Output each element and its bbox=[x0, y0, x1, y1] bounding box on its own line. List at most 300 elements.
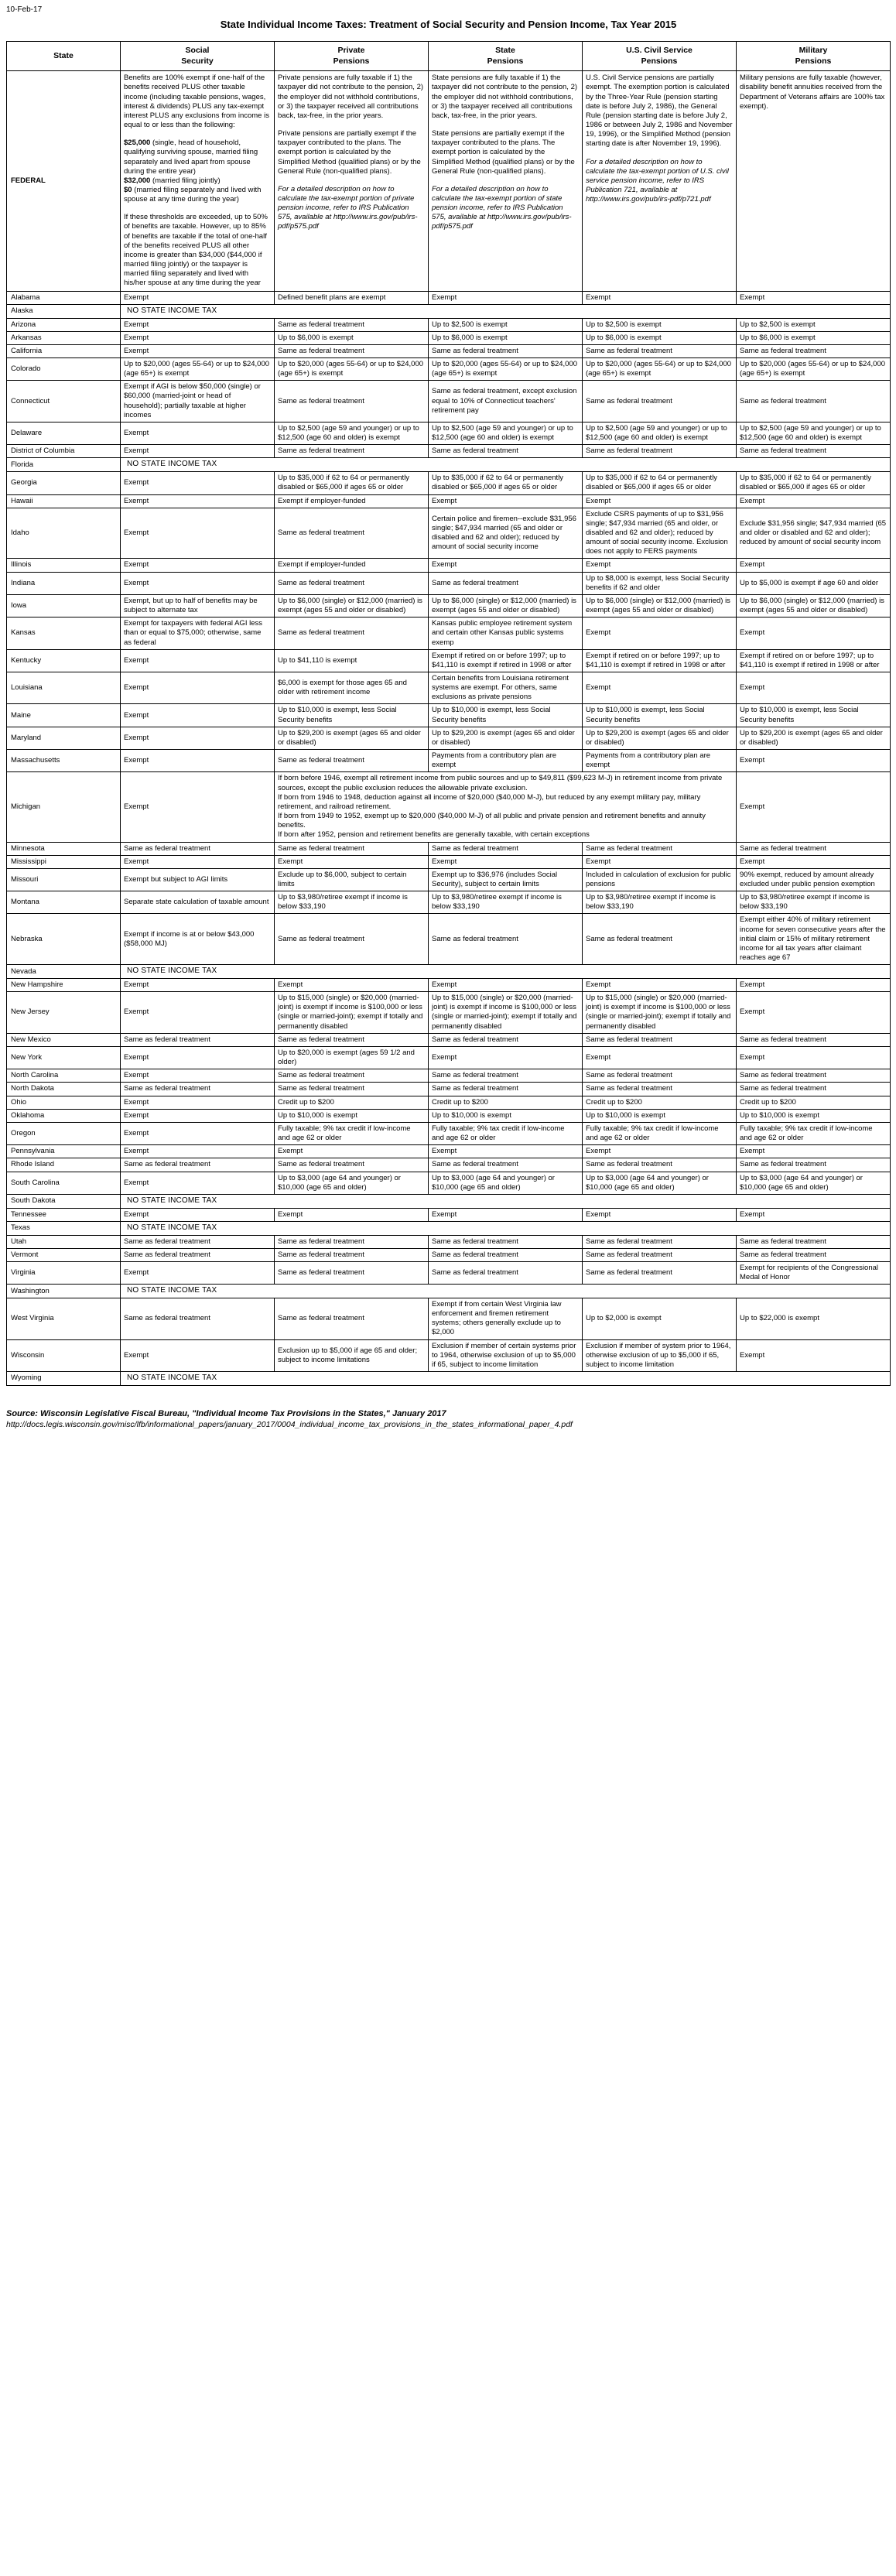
cell: Up to $2,500 is exempt bbox=[429, 318, 583, 331]
cell: Exempt bbox=[121, 422, 275, 444]
table-row-alaska bbox=[7, 304, 891, 318]
cell: Up to $29,200 is exempt (ages 65 and older or disabled) bbox=[275, 727, 429, 749]
cell: Exempt bbox=[121, 472, 275, 494]
cell: Same as federal treatment bbox=[275, 344, 429, 357]
cell: Exempt for taxpayers with federal AGI less than or equal to $75,000; otherwise, same as federal bbox=[121, 617, 275, 649]
table-row-mississippi bbox=[7, 855, 891, 868]
source-citation: Source: Wisconsin Legislative Fiscal Bureau, "Individual Income Tax Provisions in the States," January 2017 bbox=[6, 1408, 446, 1418]
cell: Same as federal treatment bbox=[275, 318, 429, 331]
cell: Same as federal treatment bbox=[583, 381, 737, 422]
cell: Exempt bbox=[737, 494, 891, 508]
paragraph: For a detailed description on how to calculate the tax-exempt portion of private pension income, refer to IRS Publication 575, available at http://www.irs.gov/pub/irs-pdf/p575.pdf bbox=[278, 184, 418, 231]
cell: Same as federal treatment bbox=[583, 1033, 737, 1046]
state-cell: Florida bbox=[7, 458, 121, 472]
state-cell: Rhode Island bbox=[7, 1158, 121, 1172]
cell: Up to $3,000 (age 64 and younger) or $10,000 (age 65 and older) bbox=[737, 1172, 891, 1194]
cell: Up to $6,000 (single) or $12,000 (married) is exempt (ages 55 and older or disabled) bbox=[583, 594, 737, 617]
no-state-income-tax-cell: NO STATE INCOME TAX bbox=[121, 304, 891, 318]
table-row-new-hampshire bbox=[7, 979, 891, 992]
no-state-income-tax-cell: NO STATE INCOME TAX bbox=[121, 1372, 891, 1386]
cell: Same as federal treatment bbox=[121, 1298, 275, 1340]
cell: 90% exempt, reduced by amount already excluded under public pension exemption bbox=[737, 868, 891, 891]
cell: Payments from a contributory plan are exempt bbox=[429, 750, 583, 772]
cell: Exempt if employer-funded bbox=[275, 559, 429, 572]
cell bbox=[275, 71, 429, 291]
cell: Kansas public employee retirement system and certain other Kansas public systems exemp bbox=[429, 617, 583, 649]
table-row-new-jersey bbox=[7, 992, 891, 1034]
cell bbox=[121, 71, 275, 291]
cell: Same as federal treatment bbox=[583, 1235, 737, 1248]
cell: Credit up to $200 bbox=[737, 1096, 891, 1109]
state-cell: District of Columbia bbox=[7, 445, 121, 458]
table-row-kentucky bbox=[7, 649, 891, 672]
cell: Exempt, but up to half of benefits may be subject to alternate tax bbox=[121, 594, 275, 617]
table-row-delaware bbox=[7, 422, 891, 444]
column-header-private-pensions: Private Pensions bbox=[275, 42, 429, 71]
cell: Exempt bbox=[429, 291, 583, 304]
cell: Exempt but subject to AGI limits bbox=[121, 868, 275, 891]
state-cell: New Mexico bbox=[7, 1033, 121, 1046]
cell: Same as federal treatment bbox=[429, 842, 583, 855]
cell: Exempt bbox=[583, 1208, 737, 1221]
table-row-montana bbox=[7, 891, 891, 914]
cell: Up to $2,500 is exempt bbox=[583, 318, 737, 331]
table-row-alabama bbox=[7, 291, 891, 304]
cell: Same as federal treatment bbox=[121, 1158, 275, 1172]
cell: Same as federal treatment bbox=[583, 445, 737, 458]
column-header-u-s-civil-service-pensions: U.S. Civil Service Pensions bbox=[583, 42, 737, 71]
table-row-wyoming bbox=[7, 1372, 891, 1386]
table-row-florida bbox=[7, 458, 891, 472]
cell: Up to $3,980/retiree exempt if income is below $33,190 bbox=[429, 891, 583, 914]
state-cell: Nebraska bbox=[7, 914, 121, 965]
column-header-military-pensions: Military Pensions bbox=[737, 42, 891, 71]
cell: Up to $6,000 (single) or $12,000 (married) is exempt (ages 55 and older or disabled) bbox=[429, 594, 583, 617]
table-row-minnesota bbox=[7, 842, 891, 855]
paragraph: U.S. Civil Service pensions are partially exempt. The exemption portion is calculated by the Three-Year Rule (pension starting date is before July 2, 1986), the General Rule (pension starting date is before July 2, 1986 or between July 2, 1986 and November 19, 1996), or the Simplified Method (pension starting date is after November 19, 1996). bbox=[586, 74, 733, 149]
table-row-west-virginia bbox=[7, 1298, 891, 1340]
cell: Same as federal treatment bbox=[275, 572, 429, 594]
cell: Same as federal treatment bbox=[737, 344, 891, 357]
paragraph: $25,000 (single, head of household, qualifying surviving spouse, married filing separately and lived apart from spouse during the entire year) $32,000 (married filing jointly) $0 (married filing separately and lived with spouse at any time during the year) bbox=[124, 139, 262, 204]
cell: Exempt bbox=[583, 855, 737, 868]
cell: Exempt bbox=[121, 1339, 275, 1371]
table-row-rhode-island bbox=[7, 1158, 891, 1172]
state-cell: Texas bbox=[7, 1221, 121, 1235]
cell: Up to $2,500 (age 59 and younger) or up to $12,500 (age 60 and older) is exempt bbox=[583, 422, 737, 444]
table-row-nebraska bbox=[7, 914, 891, 965]
cell: Fully taxable; 9% tax credit if low-income and age 62 or older bbox=[275, 1122, 429, 1144]
cell: Exempt if from certain West Virginia law enforcement and firemen retirement systems; others generally exclude up to $2,000 bbox=[429, 1298, 583, 1340]
table-row-district-of-columbia bbox=[7, 445, 891, 458]
cell: Same as federal treatment bbox=[429, 1235, 583, 1248]
cell: Exempt if retired on or before 1997; up to $41,110 is exempt if retired in 1998 or after bbox=[429, 649, 583, 672]
table-row-missouri bbox=[7, 868, 891, 891]
cell: Up to $2,500 (age 59 and younger) or up to $12,500 (age 60 and older) is exempt bbox=[429, 422, 583, 444]
cell: Exempt bbox=[275, 979, 429, 992]
cell: Exempt bbox=[737, 750, 891, 772]
cell: Up to $15,000 (single) or $20,000 (married-joint) is exempt if income is $100,000 or less (single or married-joint); exempt if totally and permanently disabled bbox=[275, 992, 429, 1034]
cell: Payments from a contributory plan are exempt bbox=[583, 750, 737, 772]
cell: Exempt bbox=[121, 445, 275, 458]
cell: Exempt bbox=[121, 772, 275, 842]
cell: Same as federal treatment bbox=[583, 1158, 737, 1172]
cell: Exempt bbox=[737, 992, 891, 1034]
cell: Exempt for recipients of the Congressional Medal of Honor bbox=[737, 1261, 891, 1284]
state-cell: Mississippi bbox=[7, 855, 121, 868]
cell: Up to $3,000 (age 64 and younger) or $10,000 (age 65 and older) bbox=[275, 1172, 429, 1194]
state-cell: South Carolina bbox=[7, 1172, 121, 1194]
table-row-tennessee bbox=[7, 1208, 891, 1221]
cell: Up to $10,000 is exempt, less Social Security benefits bbox=[275, 704, 429, 727]
cell: Up to $10,000 is exempt bbox=[429, 1109, 583, 1122]
cell: Exempt bbox=[737, 979, 891, 992]
cell: Exempt bbox=[121, 672, 275, 704]
cell: Up to $10,000 is exempt bbox=[583, 1109, 737, 1122]
table-row-new-mexico bbox=[7, 1033, 891, 1046]
table-row-vermont bbox=[7, 1248, 891, 1261]
cell: Up to $20,000 (ages 55-64) or up to $24,000 (age 65+) is exempt bbox=[121, 357, 275, 380]
table-row-utah bbox=[7, 1235, 891, 1248]
cell: Same as federal treatment bbox=[583, 914, 737, 965]
cell: Exclude $31,956 single; $47,934 married (65 and older or disabled and 62 and older); reduced by amount of social security incom bbox=[737, 508, 891, 559]
cell: Same as federal treatment bbox=[121, 1235, 275, 1248]
cell: Up to $20,000 (ages 55-64) or up to $24,000 (age 65+) is exempt bbox=[583, 357, 737, 380]
cell: Exempt bbox=[429, 1208, 583, 1221]
cell: Exempt bbox=[429, 494, 583, 508]
cell: Up to $20,000 (ages 55-64) or up to $24,000 (age 65+) is exempt bbox=[275, 357, 429, 380]
cell: Exempt bbox=[737, 1145, 891, 1158]
cell: Same as federal treatment bbox=[275, 842, 429, 855]
cell: Same as federal treatment bbox=[275, 1248, 429, 1261]
cell: Same as federal treatment bbox=[275, 1298, 429, 1340]
table-row-iowa bbox=[7, 594, 891, 617]
state-cell: Louisiana bbox=[7, 672, 121, 704]
table-row-indiana bbox=[7, 572, 891, 594]
cell: Up to $22,000 is exempt bbox=[737, 1298, 891, 1340]
cell: Exempt bbox=[737, 559, 891, 572]
cell: Up to $35,000 if 62 to 64 or permanently disabled or $65,000 if ages 65 or older bbox=[583, 472, 737, 494]
cell: Same as federal treatment bbox=[429, 1083, 583, 1096]
cell: Up to $2,000 is exempt bbox=[583, 1298, 737, 1340]
column-header-state-pensions: State Pensions bbox=[429, 42, 583, 71]
state-cell: Wyoming bbox=[7, 1372, 121, 1386]
cell: Exempt bbox=[737, 855, 891, 868]
cell: Same as federal treatment, except exclusion equal to 10% of Connecticut teachers' retirement pay bbox=[429, 381, 583, 422]
cell: Included in calculation of exclusion for public pensions bbox=[583, 868, 737, 891]
state-cell: Colorado bbox=[7, 357, 121, 380]
table-row-south-dakota bbox=[7, 1194, 891, 1208]
table-row-kansas bbox=[7, 617, 891, 649]
state-cell: California bbox=[7, 344, 121, 357]
state-cell: New Jersey bbox=[7, 992, 121, 1034]
no-state-income-tax-cell: NO STATE INCOME TAX bbox=[121, 458, 891, 472]
cell: Exempt bbox=[737, 772, 891, 842]
table-row-connecticut bbox=[7, 381, 891, 422]
cell: Exempt bbox=[583, 979, 737, 992]
table-row-idaho bbox=[7, 508, 891, 559]
cell: Exempt bbox=[121, 1069, 275, 1083]
table-row-pennsylvania bbox=[7, 1145, 891, 1158]
paragraph: For a detailed description on how to calculate the tax-exempt portion of U.S. civil service pension income, refer to IRS Publication 721, available at http://www.irs.gov/pub/irs-pdf/p721.pdf bbox=[586, 157, 729, 204]
cell: Same as federal treatment bbox=[429, 344, 583, 357]
cell: Same as federal treatment bbox=[429, 1069, 583, 1083]
cell: Exempt bbox=[121, 508, 275, 559]
cell: Up to $3,980/retiree exempt if income is below $33,190 bbox=[583, 891, 737, 914]
state-cell: Iowa bbox=[7, 594, 121, 617]
cell: Same as federal treatment bbox=[429, 445, 583, 458]
cell: Same as federal treatment bbox=[583, 1261, 737, 1284]
cell: Exempt bbox=[121, 1122, 275, 1144]
cell: Up to $10,000 is exempt, less Social Security benefits bbox=[583, 704, 737, 727]
cell: Same as federal treatment bbox=[583, 842, 737, 855]
cell: Credit up to $200 bbox=[275, 1096, 429, 1109]
state-cell: Arizona bbox=[7, 318, 121, 331]
cell: Same as federal treatment bbox=[275, 1261, 429, 1284]
cell: Up to $41,110 is exempt bbox=[275, 649, 429, 672]
cell: Exempt bbox=[121, 344, 275, 357]
cell: Exclusion if member of certain systems prior to 1964, otherwise exclusion of up to $5,000 if 65, subject to income limitation bbox=[429, 1339, 583, 1371]
state-cell: Kentucky bbox=[7, 649, 121, 672]
cell: Defined benefit plans are exempt bbox=[275, 291, 429, 304]
cell: Same as federal treatment bbox=[275, 1083, 429, 1096]
cell: Exempt bbox=[583, 617, 737, 649]
state-cell: Indiana bbox=[7, 572, 121, 594]
table-row-north-dakota bbox=[7, 1083, 891, 1096]
cell: Up to $6,000 is exempt bbox=[429, 331, 583, 344]
table-row-south-carolina bbox=[7, 1172, 891, 1194]
state-cell: Illinois bbox=[7, 559, 121, 572]
table-row-ohio bbox=[7, 1096, 891, 1109]
cell: Same as federal treatment bbox=[429, 1248, 583, 1261]
cell: Exempt bbox=[275, 1208, 429, 1221]
cell: Same as federal treatment bbox=[275, 508, 429, 559]
cell: Same as federal treatment bbox=[275, 1033, 429, 1046]
column-header-social-security: Social Security bbox=[121, 42, 275, 71]
cell: Credit up to $200 bbox=[583, 1096, 737, 1109]
cell: Same as federal treatment bbox=[429, 914, 583, 965]
cell: Up to $8,000 is exempt, less Social Security benefits if 62 and older bbox=[583, 572, 737, 594]
state-cell: North Dakota bbox=[7, 1083, 121, 1096]
cell: Up to $29,200 is exempt (ages 65 and older or disabled) bbox=[429, 727, 583, 749]
state-cell: Washington bbox=[7, 1285, 121, 1298]
cell: Same as federal treatment bbox=[275, 381, 429, 422]
state-cell: Michigan bbox=[7, 772, 121, 842]
cell: Up to $5,000 is exempt if age 60 and older bbox=[737, 572, 891, 594]
state-cell: Oregon bbox=[7, 1122, 121, 1144]
cell: Same as federal treatment bbox=[737, 381, 891, 422]
cell: Same as federal treatment bbox=[275, 1069, 429, 1083]
cell: Up to $6,000 (single) or $12,000 (married) is exempt (ages 55 and older or disabled) bbox=[737, 594, 891, 617]
cell: Up to $10,000 is exempt, less Social Security benefits bbox=[429, 704, 583, 727]
cell: Up to $10,000 is exempt, less Social Security benefits bbox=[737, 704, 891, 727]
cell: Exempt bbox=[121, 979, 275, 992]
cell: Up to $29,200 is exempt (ages 65 and older or disabled) bbox=[737, 727, 891, 749]
state-cell: Vermont bbox=[7, 1248, 121, 1261]
state-cell: Minnesota bbox=[7, 842, 121, 855]
cell: Exempt bbox=[429, 1046, 583, 1069]
cell: Up to $3,000 (age 64 and younger) or $10,000 (age 65 and older) bbox=[429, 1172, 583, 1194]
cell: Up to $10,000 is exempt bbox=[275, 1109, 429, 1122]
state-cell: Ohio bbox=[7, 1096, 121, 1109]
table-row-hawaii bbox=[7, 494, 891, 508]
cell: Same as federal treatment bbox=[737, 1083, 891, 1096]
no-state-income-tax-cell: NO STATE INCOME TAX bbox=[121, 1221, 891, 1235]
tax-treatment-table bbox=[6, 41, 891, 1386]
cell: Exempt bbox=[121, 855, 275, 868]
cell: Exclusion up to $5,000 if age 65 and older; subject to income limitations bbox=[275, 1339, 429, 1371]
cell: Same as federal treatment bbox=[275, 617, 429, 649]
cell: Same as federal treatment bbox=[737, 1248, 891, 1261]
paragraph: State pensions are partially exempt if the taxpayer contributed to the plans. The exempt portion is calculated by the Simplified Method (qualified plans) or by the General Rule (non-qualified plans). bbox=[432, 129, 575, 176]
table-body bbox=[7, 71, 891, 1386]
cell: Exempt bbox=[121, 572, 275, 594]
cell: Up to $20,000 (ages 55-64) or up to $24,000 (age 65+) is exempt bbox=[429, 357, 583, 380]
cell: Same as federal treatment bbox=[275, 445, 429, 458]
cell: Exempt bbox=[121, 1208, 275, 1221]
cell: Exempt either 40% of military retirement income for seven consecutive years after the initial claim or 15% of military retirement income for all tax years after claimant reaches age 67 bbox=[737, 914, 891, 965]
cell: Same as federal treatment bbox=[583, 344, 737, 357]
state-cell: Nevada bbox=[7, 965, 121, 979]
cell: Up to $6,000 is exempt bbox=[583, 331, 737, 344]
paragraph: Private pensions are partially exempt if the taxpayer contributed to the plans. The exempt portion is calculated by the Simplified Method (qualified plans) or by the General Rule (non-qualified plans). bbox=[278, 129, 421, 176]
cell: Exempt bbox=[737, 291, 891, 304]
state-cell: Kansas bbox=[7, 617, 121, 649]
cell: Exempt bbox=[121, 291, 275, 304]
cell: Same as federal treatment bbox=[737, 1235, 891, 1248]
cell: Exempt if employer-funded bbox=[275, 494, 429, 508]
cell: Up to $35,000 if 62 to 64 or permanently disabled or $65,000 if ages 65 or older bbox=[275, 472, 429, 494]
cell: Up to $3,980/retiree exempt if income is below $33,190 bbox=[275, 891, 429, 914]
cell: Exempt bbox=[429, 855, 583, 868]
paragraph: If these thresholds are exceeded, up to 50% of benefits are taxable. However, up to 85% of benefits are taxable if the total of one-half of the benefits received PLUS all other income is greater than $34,000 ($44,000 if married filing jointly) or the taxpayer is married filing separately and lived with his/her spouse at any time during the year bbox=[124, 213, 268, 288]
state-cell: FEDERAL bbox=[7, 71, 121, 291]
table-row-washington bbox=[7, 1285, 891, 1298]
state-cell: Idaho bbox=[7, 508, 121, 559]
cell: Exempt bbox=[737, 1046, 891, 1069]
cell: Same as federal treatment bbox=[583, 1248, 737, 1261]
cell: Same as federal treatment bbox=[429, 1261, 583, 1284]
cell: Up to $3,980/retiree exempt if income is below $33,190 bbox=[737, 891, 891, 914]
cell: Exempt bbox=[121, 1096, 275, 1109]
cell: Fully taxable; 9% tax credit if low-income and age 62 or older bbox=[429, 1122, 583, 1144]
cell: Exempt bbox=[121, 992, 275, 1034]
source-url: http://docs.legis.wisconsin.gov/misc/lfb/informational_papers/january_2017/0004_individual_income_tax_provisions_in_the_states_informational_paper_4.pdf bbox=[6, 1419, 573, 1429]
cell: Exempt bbox=[121, 559, 275, 572]
cell: Exempt bbox=[429, 979, 583, 992]
cell: Exempt if retired on or before 1997; up to $41,110 is exempt if retired in 1998 or after bbox=[583, 649, 737, 672]
cell: Same as federal treatment bbox=[121, 1248, 275, 1261]
table-row-north-carolina bbox=[7, 1069, 891, 1083]
table-row-maryland bbox=[7, 727, 891, 749]
cell: Exempt if AGI is below $50,000 (single) or $60,000 (married-joint or head of household); partially taxable at higher incomes bbox=[121, 381, 275, 422]
table-row-nevada bbox=[7, 965, 891, 979]
table-row-texas bbox=[7, 1221, 891, 1235]
state-cell: Arkansas bbox=[7, 331, 121, 344]
cell: Exclude CSRS payments of up to $31,956 single; $47,934 married (65 and older, or disabled and 62 and older); reduced by amount of social security income. Exclusion does not apply to FERS payments bbox=[583, 508, 737, 559]
cell: If born before 1946, exempt all retirement income from public sources and up to $49,811 ($99,623 M-J) in retirement income from private sources, except the public exclusion reduces the allowable private exclusion. If born from 1946 to 1948, deduction against all income of $20,000 ($40,000 M-J), but reduced by any exempt military pay, military retirement, and railroad retirement. If born from 1949 to 1952, exempt up to $20,000 ($40,000 M-J) of all public and private pension and retirement benefits and annuity benefits. If born after 1952, pension and retirement benefits are generally taxable, with certain exceptions bbox=[275, 772, 737, 842]
state-cell: New York bbox=[7, 1046, 121, 1069]
cell: Same as federal treatment bbox=[737, 1069, 891, 1083]
cell: Exclude up to $6,000, subject to certain limits bbox=[275, 868, 429, 891]
cell: Exempt bbox=[583, 494, 737, 508]
cell: Exempt bbox=[121, 1172, 275, 1194]
cell: Same as federal treatment bbox=[429, 1158, 583, 1172]
state-cell: Utah bbox=[7, 1235, 121, 1248]
cell: Exempt bbox=[583, 559, 737, 572]
no-state-income-tax-cell: NO STATE INCOME TAX bbox=[121, 965, 891, 979]
cell: Exempt bbox=[583, 672, 737, 704]
cell: Up to $35,000 if 62 to 64 or permanently disabled or $65,000 if ages 65 or older bbox=[737, 472, 891, 494]
cell: Exempt bbox=[121, 750, 275, 772]
table-row-arkansas bbox=[7, 331, 891, 344]
table-row-louisiana bbox=[7, 672, 891, 704]
table-row-georgia bbox=[7, 472, 891, 494]
cell: Same as federal treatment bbox=[737, 842, 891, 855]
source-note bbox=[6, 1409, 891, 1429]
cell: Certain benefits from Louisiana retirement systems are exempt. For others, same exclusions as private pensions bbox=[429, 672, 583, 704]
cell: Up to $6,000 is exempt bbox=[737, 331, 891, 344]
state-cell: Maryland bbox=[7, 727, 121, 749]
cell: Same as federal treatment bbox=[429, 1033, 583, 1046]
cell: Up to $2,500 (age 59 and younger) or up to $12,500 (age 60 and older) is exempt bbox=[275, 422, 429, 444]
cell: Same as federal treatment bbox=[583, 1069, 737, 1083]
cell: Exempt bbox=[121, 649, 275, 672]
cell: Up to $10,000 is exempt bbox=[737, 1109, 891, 1122]
cell: Exempt bbox=[583, 1145, 737, 1158]
paragraph: Private pensions are fully taxable if 1) the taxpayer did not contribute to the pension, 2) the employer did not withhold contributions, or 3) the taxpayer received all contributions back, tax-free, in the prior years. bbox=[278, 74, 424, 120]
cell: Same as federal treatment bbox=[275, 1158, 429, 1172]
table-row-colorado bbox=[7, 357, 891, 380]
state-cell: Missouri bbox=[7, 868, 121, 891]
table-row-illinois bbox=[7, 559, 891, 572]
state-cell: Hawaii bbox=[7, 494, 121, 508]
cell: Up to $20,000 (ages 55-64) or up to $24,000 (age 65+) is exempt bbox=[737, 357, 891, 380]
page-title: State Individual Income Taxes: Treatment of Social Security and Pension Income, Tax Year 2015 bbox=[220, 19, 677, 30]
state-cell: Oklahoma bbox=[7, 1109, 121, 1122]
cell: Same as federal treatment bbox=[429, 572, 583, 594]
state-cell: South Dakota bbox=[7, 1194, 121, 1208]
cell: Up to $15,000 (single) or $20,000 (married-joint) is exempt if income is $100,000 or less (single or married-joint); exempt if totally and permanently disabled bbox=[583, 992, 737, 1034]
cell: Up to $6,000 is exempt bbox=[275, 331, 429, 344]
document-date: 10-Feb-17 bbox=[6, 5, 43, 14]
cell: Exempt bbox=[121, 318, 275, 331]
cell: Up to $6,000 (single) or $12,000 (married) is exempt (ages 55 and older or disabled) bbox=[275, 594, 429, 617]
column-header-state: State bbox=[7, 42, 121, 71]
cell: Up to $3,000 (age 64 and younger) or $10,000 (age 65 and older) bbox=[583, 1172, 737, 1194]
cell bbox=[737, 71, 891, 291]
table-row-maine bbox=[7, 704, 891, 727]
cell: Exempt if retired on or before 1997; up to $41,110 is exempt if retired in 1998 or after bbox=[737, 649, 891, 672]
table-row-new-york bbox=[7, 1046, 891, 1069]
cell: Exempt bbox=[121, 331, 275, 344]
cell: Up to $35,000 if 62 to 64 or permanently disabled or $65,000 if ages 65 or older bbox=[429, 472, 583, 494]
cell: Fully taxable; 9% tax credit if low-income and age 62 or older bbox=[737, 1122, 891, 1144]
cell: Same as federal treatment bbox=[583, 1083, 737, 1096]
cell: Exempt bbox=[121, 727, 275, 749]
state-cell: North Carolina bbox=[7, 1069, 121, 1083]
cell: Exempt bbox=[121, 1145, 275, 1158]
cell: Same as federal treatment bbox=[737, 445, 891, 458]
cell: Exempt if income is at or below $43,000 ($58,000 MJ) bbox=[121, 914, 275, 965]
paragraph: State pensions are fully taxable if 1) the taxpayer did not contribute to the pension, 2) the employer did not withhold contributions, or 3) the taxpayer received all contributions back, tax-free, in the prior years. bbox=[432, 74, 578, 120]
cell bbox=[429, 71, 583, 291]
cell: Same as federal treatment bbox=[275, 914, 429, 965]
cell: Exempt bbox=[429, 1145, 583, 1158]
cell: Exempt bbox=[121, 1109, 275, 1122]
state-cell: Alabama bbox=[7, 291, 121, 304]
cell: Fully taxable; 9% tax credit if low-income and age 62 or older bbox=[583, 1122, 737, 1144]
